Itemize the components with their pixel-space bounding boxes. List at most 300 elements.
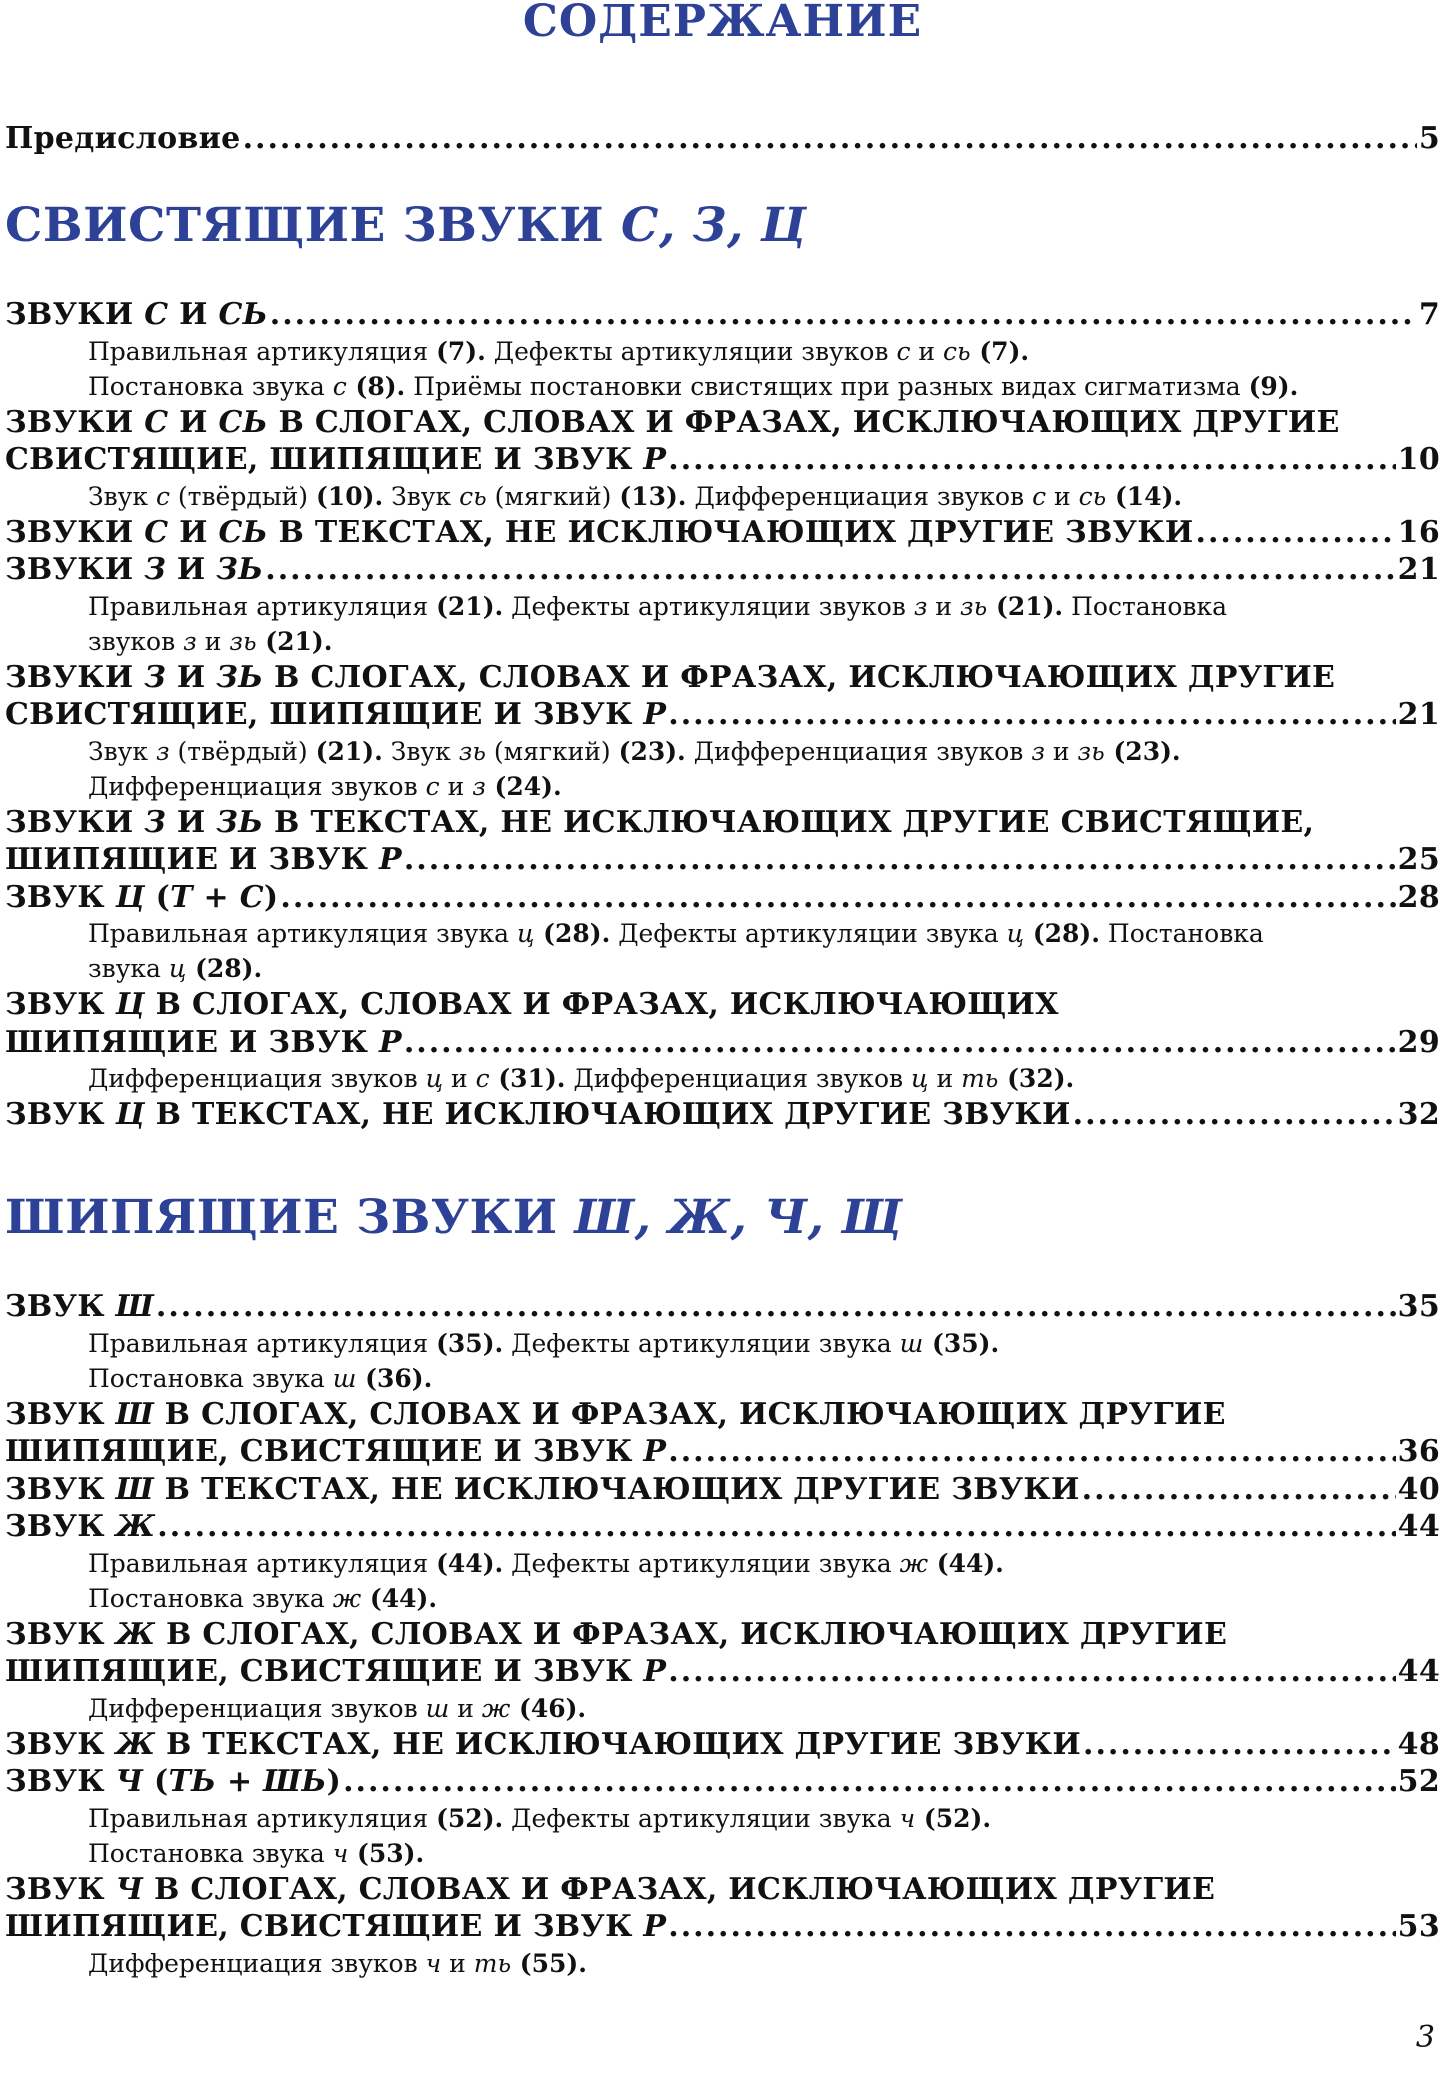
italic-text: зь: [229, 626, 257, 656]
bold-text: (13).: [619, 481, 687, 511]
text-run: и: [443, 1064, 476, 1093]
text-run: И: [166, 552, 217, 587]
leader-dots: [157, 1508, 1395, 1546]
text-run: Дифференциация звуков: [88, 1948, 426, 1978]
leader-dots: [1196, 514, 1396, 552]
toc-entry[interactable]: [5, 879, 1440, 987]
toc-entries: [5, 1288, 1440, 1981]
entry-page: 35: [1397, 1289, 1440, 1324]
text-run: ЗВУК: [5, 987, 116, 1022]
entry-description: [88, 1326, 1418, 1361]
entry-line: [5, 1871, 1440, 1909]
text-run: Дифференциация звуков: [685, 736, 1032, 766]
text-run: ШИПЯЩИЕ И ЗВУК: [5, 842, 379, 877]
entry-line: [5, 1288, 1440, 1326]
text-run: Дифференциация звуков: [686, 481, 1033, 511]
italic-text: З: [144, 804, 167, 840]
entry-description: [88, 769, 1418, 804]
entry-line: [5, 1396, 1440, 1434]
italic-text: СЬ: [218, 404, 268, 440]
italic-text: с: [332, 371, 347, 401]
toc-entry[interactable]: [5, 404, 1440, 514]
entry-title: [5, 551, 263, 589]
entry-title: [5, 1096, 1071, 1134]
text-run: Звук: [382, 736, 459, 766]
text-run: ЗВУК: [5, 1396, 116, 1432]
toc-entry[interactable]: [5, 296, 1440, 404]
entry-page: 40: [1397, 1471, 1440, 1507]
italic-text: ч: [332, 1838, 349, 1868]
entry-description: [88, 734, 1418, 769]
entry-line: [5, 551, 1440, 589]
italic-text: ть: [473, 1948, 512, 1978]
section-heading-text: СВИСТЯЩИЕ ЗВУКИ: [5, 198, 622, 253]
bold-text: (8).: [346, 371, 406, 401]
italic-text: С: [144, 514, 169, 550]
text-run: и: [441, 1948, 474, 1978]
entry-description: [88, 479, 1418, 514]
toc-entry-preface[interactable]: [5, 120, 1440, 158]
text-run: В ТЕКСТАХ, НЕ ИСКЛЮЧАЮЩИХ ДРУГИЕ ЗВУКИ: [153, 1471, 1080, 1507]
leader-dots: [270, 296, 1417, 334]
entry-description: [88, 1946, 1418, 1981]
bold-text: (35).: [436, 1328, 504, 1358]
entry-title: [5, 879, 278, 917]
text-run: И: [168, 404, 219, 440]
italic-text: С: [144, 297, 169, 332]
text-run: ЗВУКИ: [5, 297, 145, 332]
text-run: Звук: [88, 736, 156, 766]
text-run: И: [168, 297, 219, 332]
entry-line: [5, 879, 1440, 917]
italic-text: с: [896, 336, 911, 366]
entry-description: [88, 1061, 1418, 1096]
text-run: Правильная артикуляция: [88, 1803, 437, 1833]
text-run: Постановка звука: [88, 1363, 333, 1393]
text-run: ШИПЯЩИЕ, СВИСТЯЩИЕ И ЗВУК: [5, 1434, 644, 1469]
text-run: и: [927, 591, 961, 621]
entry-title: [5, 441, 666, 479]
italic-text: Р: [643, 442, 667, 477]
entry-title: [5, 1871, 1215, 1909]
toc-entry[interactable]: [5, 1871, 1440, 1981]
text-run: Дифференциация звуков: [565, 1064, 912, 1093]
italic-text: ц: [516, 919, 535, 948]
bold-text: (14).: [1106, 481, 1183, 511]
text-run: и: [910, 336, 944, 366]
text-run: ШИПЯЩИЕ, СВИСТЯЩИЕ И ЗВУК: [5, 1654, 644, 1689]
entry-page: 5: [1418, 121, 1440, 156]
text-run: В СЛОГАХ, СЛОВАХ И ФРАЗАХ, ИСКЛЮЧАЮЩИХ ДРУГИЕ: [263, 659, 1336, 695]
text-run: (: [143, 1764, 169, 1799]
bold-text: (23).: [1104, 736, 1181, 766]
entry-description: [88, 1691, 1418, 1726]
bold-text: (21).: [436, 591, 504, 621]
text-run: Дефекты артикуляции звуков: [503, 591, 914, 621]
text-run: ЗВУК: [5, 1289, 116, 1324]
text-run: +: [216, 1764, 264, 1799]
text-run: ЗВУКИ: [5, 514, 145, 550]
text-run: и: [1046, 481, 1079, 511]
entry-line: [5, 441, 1440, 479]
entry-line: [5, 1908, 1440, 1946]
toc-entry[interactable]: [5, 1288, 1440, 1396]
entry-title: [5, 659, 1335, 697]
bold-text: (36).: [356, 1363, 433, 1393]
entry-line: [5, 659, 1440, 697]
entry-line: [5, 1726, 1440, 1764]
toc-entry[interactable]: [5, 1726, 1440, 1764]
bold-text: (28).: [1024, 919, 1100, 948]
leader-dots: [668, 1433, 1395, 1471]
text-run: Правильная артикуляция: [88, 1328, 437, 1358]
entry-line: [5, 1433, 1440, 1471]
entry-description: [88, 334, 1418, 369]
bold-text: (7).: [436, 336, 486, 366]
bold-text: (28).: [186, 954, 263, 983]
text-run: ЗВУК: [5, 1726, 116, 1762]
italic-text: ц: [1006, 919, 1025, 948]
leader-dots: [243, 120, 1417, 158]
bold-text: (21).: [987, 591, 1064, 621]
italic-text: с: [425, 771, 440, 801]
section-sibilants: [5, 198, 1440, 1134]
italic-text: с: [1032, 481, 1047, 511]
entry-title: [5, 1396, 1226, 1434]
text-run: ЗВУК: [5, 879, 116, 915]
entry-line: [5, 514, 1440, 552]
text-run: Дефекты артикуляции звуков: [485, 336, 897, 366]
italic-text: ц: [425, 1064, 444, 1093]
italic-text: Т: [170, 879, 193, 915]
leader-dots: [265, 551, 1395, 589]
text-run: ЗВУК: [5, 1471, 116, 1507]
italic-text: з: [913, 591, 928, 621]
leader-dots: [280, 879, 1395, 917]
toc-entry[interactable]: [5, 986, 1440, 1096]
entry-page: 32: [1397, 1097, 1440, 1132]
italic-text: Ш: [115, 1396, 154, 1432]
toc-entry[interactable]: [5, 1471, 1440, 1509]
text-run: (: [144, 879, 171, 915]
bold-text: (55).: [511, 1948, 587, 1978]
italic-text: Ж: [115, 1509, 156, 1544]
entry-title: [5, 1763, 341, 1801]
entry-title: [5, 514, 1194, 552]
text-run: (мягкий): [486, 481, 620, 511]
toc-entry[interactable]: [5, 804, 1440, 879]
entry-page: 21: [1397, 697, 1440, 732]
entry-title: [5, 1653, 666, 1691]
italic-text: з: [472, 771, 486, 801]
italic-text: ш: [425, 1693, 450, 1723]
entry-description: [88, 1581, 1418, 1616]
toc-entry[interactable]: [5, 1616, 1440, 1726]
entry-page: 29: [1397, 1024, 1440, 1060]
italic-text: Р: [378, 842, 402, 877]
text-run: ЗВУК: [5, 1097, 116, 1132]
entry-line: [5, 1616, 1440, 1654]
italic-text: Ц: [115, 879, 145, 915]
leader-dots: [404, 1024, 1396, 1062]
leader-dots: [668, 1908, 1395, 1946]
toc-entry[interactable]: [5, 1508, 1440, 1616]
text-run: и: [928, 1064, 962, 1093]
entry-title: [5, 404, 1340, 442]
text-run: В ТЕКСТАХ, НЕ ИСКЛЮЧАЮЩИХ ДРУГИЕ ЗВУКИ: [155, 1726, 1081, 1762]
entry-page: 48: [1397, 1726, 1440, 1762]
italic-text: ч: [425, 1948, 442, 1978]
text-run: Правильная артикуляция: [88, 591, 437, 621]
italic-text: ж: [899, 1548, 929, 1578]
page-number: 3: [1415, 2020, 1435, 2055]
text-run: Правильная артикуляция звука: [88, 919, 517, 948]
entry-line: [5, 841, 1440, 879]
text-run: Постановка: [1063, 591, 1227, 621]
italic-text: ш: [332, 1363, 357, 1393]
italic-text: Ч: [115, 1871, 144, 1907]
leader-dots: [1083, 1726, 1396, 1764]
entry-page: 28: [1397, 879, 1440, 915]
italic-text: ТЬ: [168, 1764, 217, 1799]
entry-title: [5, 1508, 155, 1546]
text-run: В СЛОГАХ, СЛОВАХ И ФРАЗАХ, ИСКЛЮЧАЮЩИХ ДРУГИЕ: [155, 1616, 1228, 1652]
text-run: В ТЕКСТАХ, НЕ ИСКЛЮЧАЮЩИХ ДРУГИЕ СВИСТЯЩИЕ,: [263, 804, 1315, 840]
text-run: ЗВУК: [5, 1764, 116, 1799]
bold-text: (44).: [928, 1548, 1004, 1578]
italic-text: Ц: [115, 987, 145, 1022]
text-run: И: [166, 659, 217, 695]
italic-text: ЗЬ: [216, 659, 264, 695]
text-run: (твёрдый): [169, 481, 317, 511]
bold-text: (52).: [436, 1803, 504, 1833]
entry-line: [5, 1508, 1440, 1546]
text-run: звука: [88, 954, 169, 983]
bold-text: (10).: [316, 481, 384, 511]
entry-page: 7: [1418, 297, 1440, 332]
entry-page: 16: [1397, 514, 1440, 550]
entry-title: [5, 1288, 154, 1326]
italic-text: ш: [899, 1328, 924, 1358]
entry-title: Предисловие: [5, 121, 241, 156]
entry-title: [5, 986, 1059, 1024]
italic-text: з: [155, 736, 170, 766]
italic-text: ц: [911, 1064, 929, 1093]
section-heading-text: ШИПЯЩИЕ ЗВУКИ: [5, 1190, 575, 1245]
text-run: ): [263, 879, 279, 915]
toc-entry[interactable]: [5, 1763, 1440, 1871]
text-run: СВИСТЯЩИЕ, ШИПЯЩИЕ И ЗВУК: [5, 442, 644, 477]
text-run: Дефекты артикуляции звука: [503, 1548, 900, 1578]
italic-text: зь: [1077, 736, 1105, 766]
entry-title: [5, 1726, 1081, 1764]
text-run: Постановка звука: [88, 1583, 333, 1613]
text-run: Правильная артикуляция: [88, 336, 437, 366]
bold-text: (7).: [970, 336, 1030, 366]
entry-page: 44: [1397, 1654, 1440, 1689]
italic-text: ч: [899, 1803, 916, 1833]
entry-description: [88, 1801, 1418, 1836]
bold-text: (46).: [510, 1693, 587, 1723]
italic-text: з: [183, 626, 197, 656]
italic-text: Ж: [115, 1726, 156, 1762]
toc-entry[interactable]: [5, 659, 1440, 804]
text-run: В СЛОГАХ, СЛОВАХ И ФРАЗАХ, ИСКЛЮЧАЮЩИХ: [144, 987, 1059, 1022]
entry-line: [5, 1653, 1440, 1691]
entry-line: [5, 404, 1440, 442]
entry-title: [5, 696, 666, 734]
text-run: Звук: [88, 481, 156, 511]
text-run: СВИСТЯЩИЕ, ШИПЯЩИЕ И ЗВУК: [5, 697, 644, 732]
text-run: Дефекты артикуляции звука: [503, 1328, 900, 1358]
entry-description: [88, 589, 1418, 624]
text-run: звуков: [88, 626, 184, 656]
section-heading: [5, 198, 1440, 254]
leader-dots: [1082, 1471, 1396, 1509]
entry-line: [5, 696, 1440, 734]
italic-text: Ц: [115, 1097, 145, 1132]
section-heading: [5, 1190, 1440, 1246]
italic-text: З: [144, 552, 167, 587]
text-run: Дифференциация звуков: [88, 1064, 426, 1093]
leader-dots: [156, 1288, 1396, 1326]
leader-dots: [1073, 1096, 1396, 1134]
entry-page: 25: [1397, 842, 1440, 877]
italic-text: Ж: [115, 1616, 156, 1652]
text-run: +: [192, 879, 240, 915]
italic-text: Р: [643, 697, 667, 732]
text-run: Дефекты артикуляции звука: [503, 1803, 900, 1833]
bold-text: (9).: [1248, 371, 1299, 401]
italic-text: СЬ: [218, 514, 268, 550]
italic-text: зь: [960, 591, 988, 621]
text-run: Правильная артикуляция: [88, 1548, 437, 1578]
bold-text: (23).: [618, 736, 686, 766]
leader-dots: [404, 841, 1396, 879]
italic-text: сь: [943, 336, 971, 366]
section-heading-letters: С, З, Ц: [621, 198, 807, 253]
text-run: Звук: [383, 481, 460, 511]
italic-text: сь: [1078, 481, 1107, 511]
text-run: (твёрдый): [169, 736, 316, 766]
italic-text: сь: [459, 481, 487, 511]
text-run: В ТЕКСТАХ, НЕ ИСКЛЮЧАЮЩИХ ДРУГИЕ ЗВУКИ: [144, 1097, 1071, 1132]
entry-description: [88, 916, 1418, 951]
italic-text: Ш: [115, 1471, 154, 1507]
toc-entry[interactable]: [5, 551, 1440, 659]
italic-text: Р: [643, 1434, 667, 1469]
text-run: И: [168, 514, 219, 550]
italic-text: с: [155, 481, 170, 511]
section-heading-letters: Ш, Ж, Ч, Щ: [574, 1190, 903, 1245]
leader-dots: [668, 1653, 1395, 1691]
entry-page: 10: [1397, 442, 1440, 477]
section-hushing: [5, 1190, 1440, 1981]
italic-text: С: [144, 404, 169, 440]
italic-text: ЗЬ: [216, 804, 264, 840]
entry-title: [5, 1433, 666, 1471]
text-run: Постановка звука: [88, 1838, 333, 1868]
italic-text: Р: [643, 1654, 667, 1689]
text-run: ЗВУК: [5, 1871, 116, 1907]
bold-text: (24).: [485, 771, 562, 801]
entry-title: [5, 1471, 1080, 1509]
preface-block: [5, 120, 1440, 158]
bold-text: (44).: [361, 1583, 438, 1613]
entry-line: [5, 296, 1440, 334]
text-run: ЗВУКИ: [5, 659, 145, 695]
italic-text: ц: [168, 954, 187, 983]
entry-page: 21: [1397, 552, 1440, 587]
entry-line: [5, 1024, 1440, 1062]
italic-text: зь: [458, 736, 486, 766]
text-run: В СЛОГАХ, СЛОВАХ И ФРАЗАХ, ИСКЛЮЧАЮЩИХ ДРУГИЕ: [267, 404, 1340, 440]
entry-title: [5, 841, 402, 879]
text-run: Постановка звука: [88, 371, 333, 401]
text-run: Дифференциация звуков: [88, 1693, 426, 1723]
entry-description: [88, 1836, 1418, 1871]
leader-dots: [668, 696, 1395, 734]
entry-title: [5, 804, 1314, 842]
text-run: и: [449, 1693, 482, 1723]
bold-text: (28).: [534, 919, 611, 948]
leader-dots: [343, 1763, 1396, 1801]
entry-line: [5, 1763, 1440, 1801]
entry-description: [88, 1546, 1418, 1581]
bold-text: (21).: [315, 736, 383, 766]
italic-text: Р: [643, 1909, 667, 1944]
text-run: В СЛОГАХ, СЛОВАХ И ФРАЗАХ, ИСКЛЮЧАЮЩИХ ДРУГИЕ: [153, 1396, 1226, 1432]
entry-page: 52: [1397, 1764, 1440, 1799]
italic-text: ЗЬ: [216, 552, 264, 587]
page-title: СОДЕРЖАНИЕ: [522, 0, 923, 47]
italic-text: С: [239, 879, 264, 915]
italic-text: СЬ: [218, 297, 268, 332]
entry-page: 44: [1397, 1509, 1440, 1544]
bold-text: (44).: [436, 1548, 504, 1578]
text-run: и: [439, 771, 473, 801]
bold-text: (21).: [256, 626, 333, 656]
entry-line: [5, 986, 1440, 1024]
text-run: ШИПЯЩИЕ И ЗВУК: [5, 1024, 379, 1060]
entry-description: [88, 369, 1418, 404]
entry-description: [88, 1361, 1418, 1396]
entry-page: 53: [1397, 1909, 1440, 1944]
bold-text: (31).: [489, 1064, 566, 1093]
entry-page: 36: [1397, 1434, 1440, 1469]
entry-line: [5, 804, 1440, 842]
text-run: (мягкий): [485, 736, 619, 766]
text-run: и: [1044, 736, 1078, 766]
toc-entry[interactable]: [5, 1396, 1440, 1471]
toc-entry[interactable]: [5, 514, 1440, 552]
text-run: И: [166, 804, 217, 840]
text-run: Постановка: [1099, 919, 1264, 948]
toc-entries: [5, 296, 1440, 1134]
text-run: ЗВУК: [5, 1616, 116, 1652]
entry-line: [5, 1096, 1440, 1134]
text-run: Приёмы постановки свистящих при разных видах сигматизма: [405, 371, 1249, 401]
text-run: ЗВУК: [5, 1509, 116, 1544]
text-run: ЗВУКИ: [5, 804, 145, 840]
italic-text: с: [475, 1064, 490, 1093]
entry-title: [5, 1908, 666, 1946]
bold-text: (32).: [998, 1064, 1075, 1093]
italic-text: ть: [961, 1064, 999, 1093]
text-run: и: [196, 626, 230, 656]
leader-dots: [668, 441, 1395, 479]
toc-entry[interactable]: [5, 1096, 1440, 1134]
